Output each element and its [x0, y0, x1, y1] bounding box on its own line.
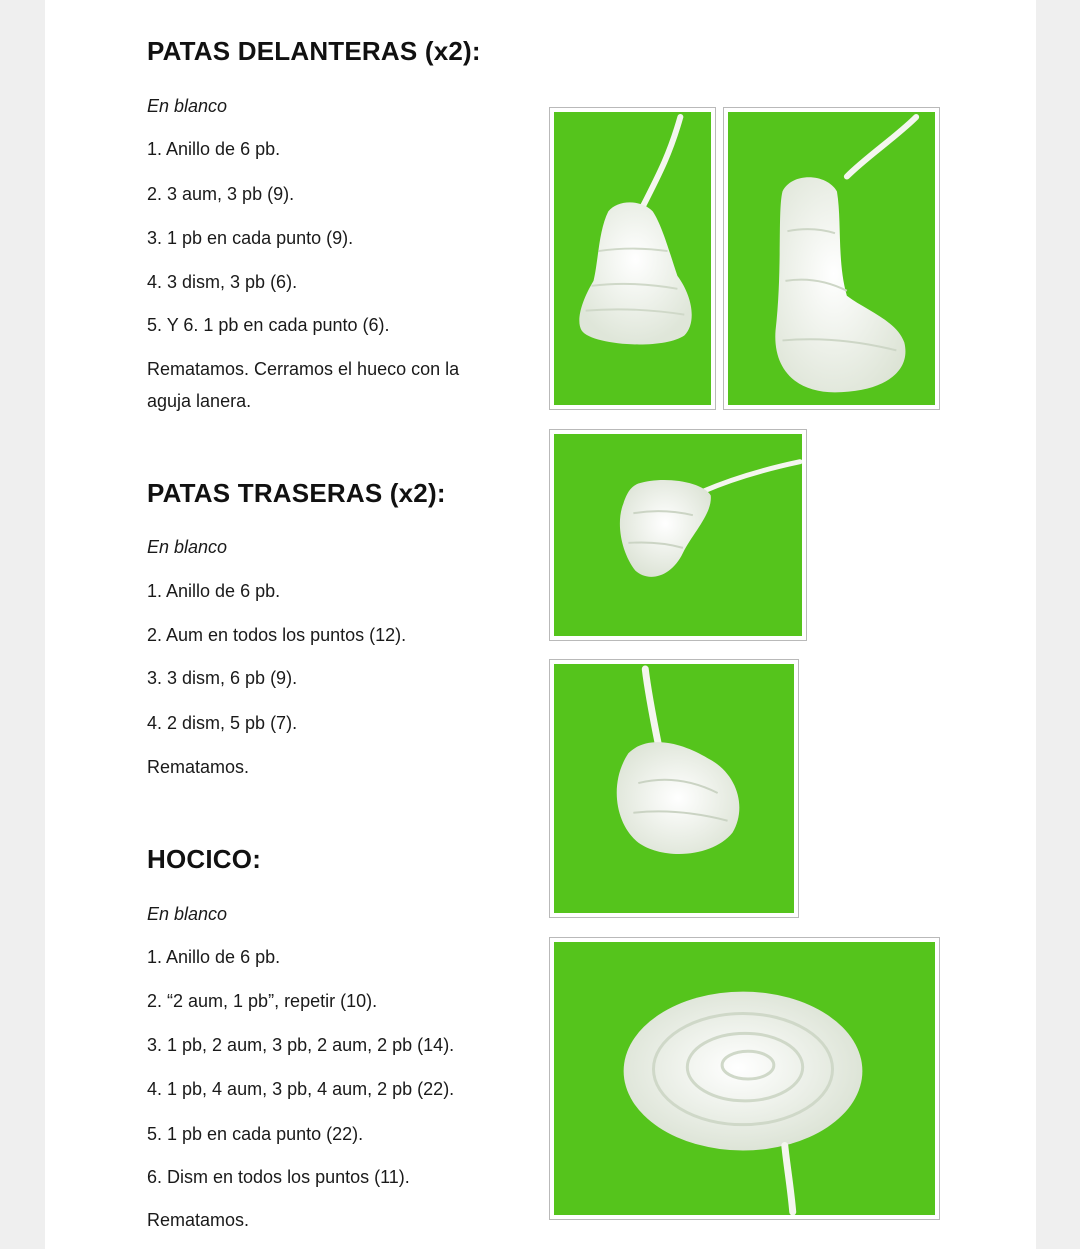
closing-line: Rematamos. Cerramos el hueco con la	[147, 359, 460, 379]
step-line: 4. 3 dism, 3 pb (6).	[147, 272, 298, 292]
step-line: 3. 1 pb en cada punto (9).	[147, 228, 354, 248]
closing-line: Rematamos.	[147, 757, 250, 777]
closing-line: Rematamos.	[147, 1210, 250, 1230]
step-line: 2. Aum en todos los puntos (12).	[147, 625, 407, 645]
step-line: 6. Dism en todos los puntos (11).	[147, 1167, 410, 1187]
step-line: 1. Anillo de 6 pb.	[147, 947, 281, 967]
step-line: 1. Anillo de 6 pb.	[147, 139, 281, 159]
color-note: En blanco	[147, 96, 228, 116]
section-title-patas-delanteras: PATAS DELANTERAS (x2):	[147, 36, 481, 66]
step-line: 5. Y 6. 1 pb en cada punto (6).	[147, 315, 390, 335]
crochet-front-leg-photo	[549, 107, 716, 410]
color-note: En blanco	[147, 904, 228, 924]
step-line: 3. 1 pb, 2 aum, 3 pb, 2 aum, 2 pb (14).	[147, 1035, 455, 1055]
section-title-hocico: HOCICO:	[147, 844, 262, 874]
step-line: 2. “2 aum, 1 pb”, repetir (10).	[147, 991, 378, 1011]
crochet-snout-photo	[549, 937, 940, 1220]
step-line: 4. 1 pb, 4 aum, 3 pb, 4 aum, 2 pb (22).	[147, 1079, 455, 1099]
closing-line: aguja lanera.	[147, 391, 252, 411]
crochet-back-leg-top-photo	[549, 659, 799, 918]
step-line: 2. 3 aum, 3 pb (9).	[147, 184, 295, 204]
step-line: 3. 3 dism, 6 pb (9).	[147, 668, 298, 688]
color-note: En blanco	[147, 537, 228, 557]
step-line: 4. 2 dism, 5 pb (7).	[147, 713, 298, 733]
step-line: 1. Anillo de 6 pb.	[147, 581, 281, 601]
crochet-back-leg-photo	[549, 429, 807, 641]
section-title-patas-traseras: PATAS TRASERAS (x2):	[147, 478, 446, 508]
step-line: 5. 1 pb en cada punto (22).	[147, 1124, 364, 1144]
crochet-front-leg-side-photo	[723, 107, 940, 410]
